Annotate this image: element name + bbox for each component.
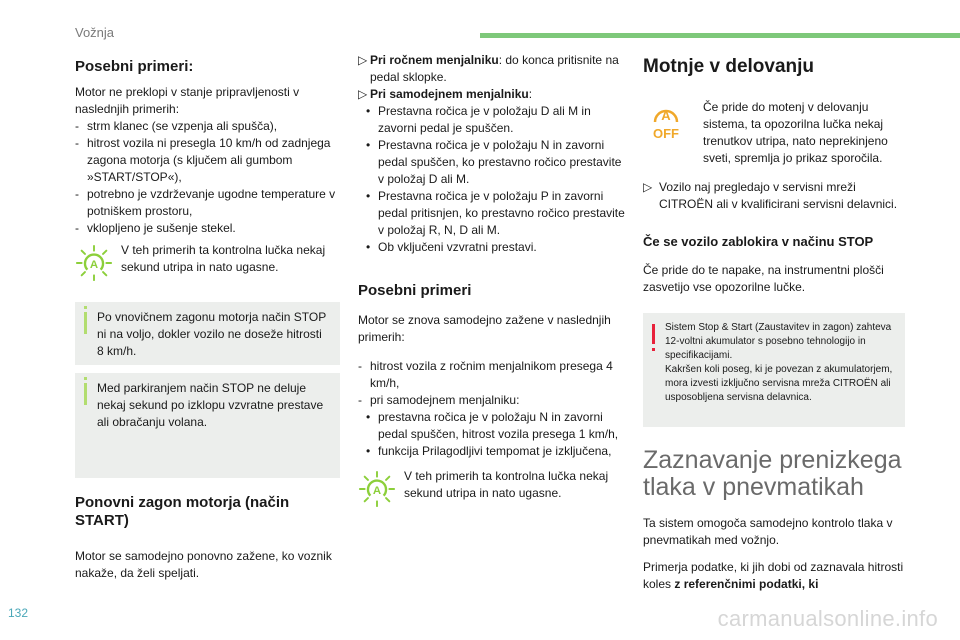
auto-off-indicator-icon xyxy=(643,98,689,144)
page-number: 132 xyxy=(8,606,29,620)
warning-row xyxy=(358,470,628,508)
restart-text: Motor se samodejno ponovno zažene, ko voznik nakaže, da želi speljati. xyxy=(75,549,332,580)
stuck-text: Če pride do te napake, na instrumentni plošči zasvetijo vse opozorilne lučke. xyxy=(643,263,884,294)
list-item: ▷ Pri samodejnem menjalniku: xyxy=(358,87,533,101)
list-item: - strm klanec (se vzpenja ali spušča), xyxy=(75,119,278,133)
list-item: - pri samodejnem menjalniku: xyxy=(358,393,520,407)
list-item: - potrebno je vzdrževanje ugodne temperature v potniškem prostoru, xyxy=(75,187,336,218)
auto-stop-indicator-icon xyxy=(75,244,113,282)
exclamation-icon xyxy=(652,324,655,344)
watermark: carmanualsonline.info xyxy=(717,606,938,631)
svg-text:OFF: OFF xyxy=(653,126,679,141)
sub-item: • prestavna ročica je v položaju N in zavorni pedal spuščen, hitrost vozila presega 1 km/h, xyxy=(366,410,619,441)
warning-row xyxy=(643,98,905,167)
info-icon xyxy=(84,312,87,334)
tyre-text-1: Ta sistem omogoča samodejno kontrolo tlaka v pnevmatikah med vožnjo. xyxy=(643,516,893,547)
warning-row xyxy=(75,244,340,282)
section-header: Vožnja xyxy=(75,25,115,40)
malfunction-text: Če pride do motenj v delovanju sistema, ta opozorilna lučka nekaj trenutkov utripa, nato neprekinjeno sveti, spremlja jo prikaz sporočila. xyxy=(703,100,888,165)
heading-stuck-in-stop: Če se vozilo zablokira v načinu STOP xyxy=(643,234,874,249)
info-note-text: Med parkiranjem način STOP ne deluje nekaj sekund po izklopu vzvratne prestave ali obračanju volana. xyxy=(97,381,324,429)
column-3 xyxy=(643,52,905,593)
info-note-text: Po vnovičnem zagonu motorja način STOP ni na voljo, dokler vozilo ne doseže hitrosti 8 km/h. xyxy=(97,310,327,358)
list-item: ▷ Vozilo naj pregledajo v servisni mreži CITROËN ali v kvalificirani servisni delavnici. xyxy=(643,180,898,211)
svg-text:A: A xyxy=(372,484,382,497)
info-note xyxy=(75,373,340,478)
sub-item: • Prestavna ročica je v položaju N in zavorni pedal spuščen, ko prestavno ročico prestavite v položaj D ali M. xyxy=(366,138,622,186)
list-item: - vklopljeno je sušenje stekel. xyxy=(75,221,236,235)
list-item: - hitrost vozila ni presegla 10 km/h od zadnjega zagona motorja (s ključem ali gumbom »START/STOP«), xyxy=(75,136,331,184)
info-icon xyxy=(84,383,87,405)
list-item: - hitrost vozila z ročnim menjalnikom presega 4 km/h, xyxy=(358,359,613,390)
warning-note-text: Kakršen koli poseg, ki je povezan z akumulatorjem, mora izvesti izključno servisna mreža CITROËN ali usposobljena servisna delavnica. xyxy=(665,364,893,403)
warning-text: V teh primerih ta kontrolna lučka nekaj sekund utripa in nato ugasne. xyxy=(404,469,609,500)
sub-item: • Prestavna ročica je v položaju P in zavorni pedal pritisnjen, ko prestavno ročico prestavite v položaj R, N, D ali M. xyxy=(366,189,625,237)
tyre-text-2: Primerja podatke, ki jih dobi od zaznavala hitrosti koles z referenčnimi podatki, ki xyxy=(643,560,904,591)
svg-text:A: A xyxy=(89,258,99,271)
heading-restart: Ponovni zagon motorja (način START) xyxy=(75,494,290,529)
warning-note-text: Sistem Stop & Start (Zaustavitev in zagon) zahteva 12-voltni akumulator s posebno tehnologijo in specifikacijami. xyxy=(665,322,892,361)
section-header-bar xyxy=(480,33,960,38)
restart-intro: Motor se znova samodejno zažene v naslednjih primerih: xyxy=(358,313,611,344)
column-2 xyxy=(358,52,628,508)
svg-text:A: A xyxy=(661,108,671,123)
sub-item: • funkcija Prilagodljivi tempomat je izključena, xyxy=(366,444,612,458)
warning-text: V teh primerih ta kontrolna lučka nekaj sekund utripa in nato ugasne. xyxy=(121,243,326,274)
heading-tyre-pressure: Zaznavanje prenizkega tlaka v pnevmatikah xyxy=(643,446,902,501)
heading-special-cases: Posebni primeri: xyxy=(75,58,194,75)
sub-item: • Ob vključeni vzvratni prestavi. xyxy=(366,240,537,254)
heading-special-cases-2: Posebni primeri xyxy=(358,282,472,299)
column-1 xyxy=(75,52,340,582)
heading-malfunction: Motnje v delovanju xyxy=(643,56,815,77)
auto-stop-indicator-icon xyxy=(358,470,396,508)
info-note xyxy=(75,302,340,365)
list-item: ▷ Pri ročnem menjalniku: do konca pritisnite na pedal sklopke. xyxy=(358,53,619,84)
sub-item: • Prestavna ročica je v položaju D ali M in zavorni pedal je spuščen. xyxy=(366,104,591,135)
warning-note xyxy=(643,313,905,427)
intro-text: Motor ne preklopi v stanje pripravljenosti v naslednjih primerih: xyxy=(75,85,300,116)
